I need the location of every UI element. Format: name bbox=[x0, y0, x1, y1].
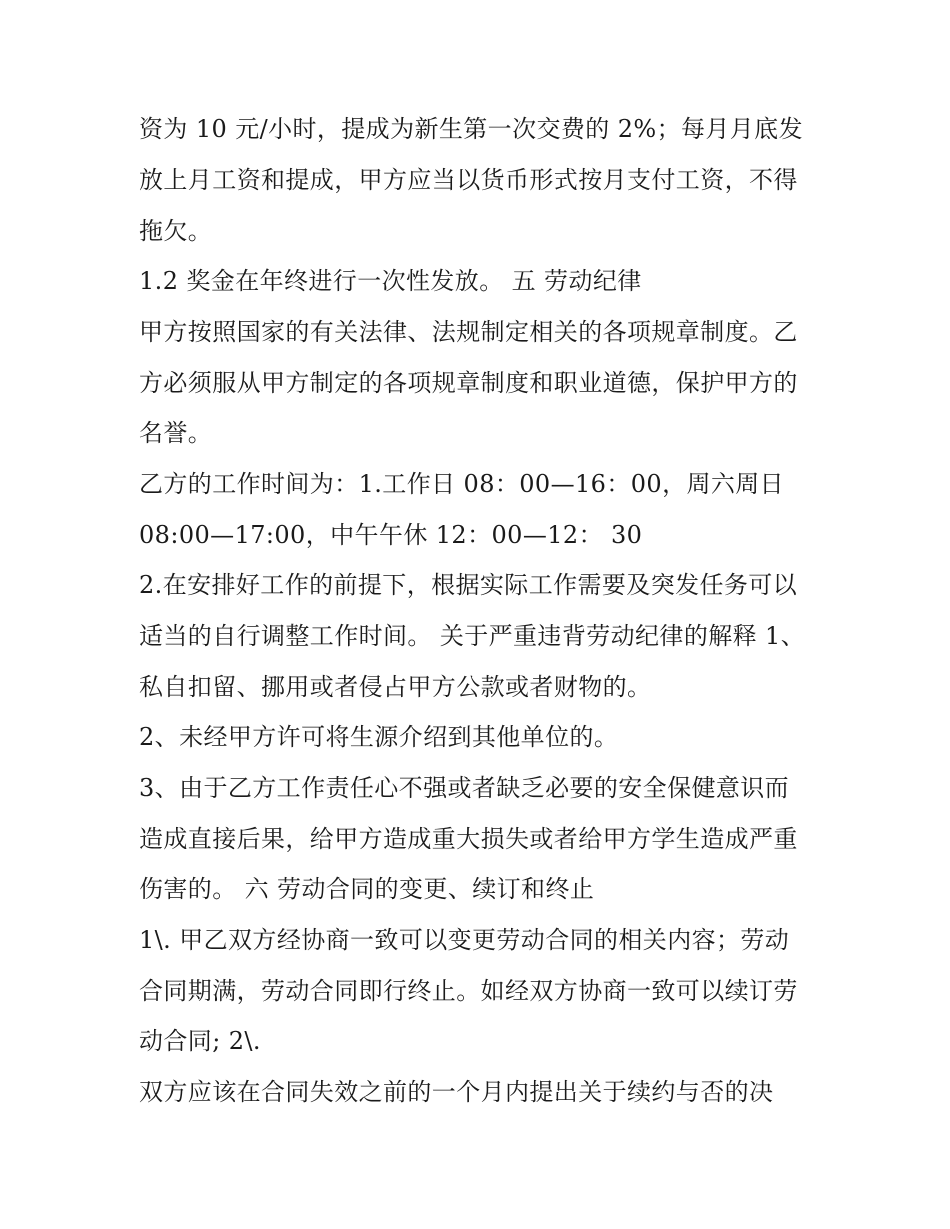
text-line: 08:00—17:00，中午午休 12：00—12： 30 bbox=[139, 521, 643, 549]
text-line: 动合同; 2\. bbox=[139, 1027, 261, 1055]
text-line: 3、由于乙方工作责任心不强或者缺乏必要的安全保健意识而 bbox=[139, 774, 790, 802]
text-line: 甲方按照国家的有关法律、法规制定相关的各项规章制度。乙 bbox=[139, 318, 798, 346]
text-line: 2.在安排好工作的前提下，根据实际工作需要及突发任务可以 bbox=[139, 571, 798, 599]
text-line: 合同期满，劳动合同即行终止。如经双方协商一致可以续订劳 bbox=[139, 977, 798, 1005]
text-line: 1.2 奖金在年终进行一次性发放。 五 劳动纪律 bbox=[139, 267, 642, 295]
text-line: 乙方的工作时间为：1.工作日 08：00—16：00，周六周日 bbox=[139, 470, 785, 498]
text-line: 2、未经甲方许可将生源介绍到其他单位的。 bbox=[139, 723, 619, 751]
text-line: 方必须服从甲方制定的各项规章制度和职业道德，保护甲方的 bbox=[139, 369, 798, 397]
text-line: 造成直接后果，给甲方造成重大损失或者给甲方学生造成严重 bbox=[139, 825, 798, 853]
text-line: 双方应该在合同失效之前的一个月内提出关于续约与否的决 bbox=[139, 1078, 774, 1106]
text-line: 私自扣留、挪用或者侵占甲方公款或者财物的。 bbox=[139, 673, 652, 701]
text-line: 拖欠。 bbox=[139, 217, 213, 245]
text-line: 适当的自行调整工作时间。 关于严重违背劳动纪律的解释 1、 bbox=[139, 622, 806, 650]
text-line: 资为 10 元/小时，提成为新生第一次交费的 2%；每月月底发 bbox=[139, 115, 803, 143]
text-line: 放上月工资和提成，甲方应当以货币形式按月支付工资，不得 bbox=[139, 166, 798, 194]
text-line: 名誉。 bbox=[139, 419, 213, 447]
text-line: 伤害的。 六 劳动合同的变更、续订和终止 bbox=[139, 875, 595, 903]
text-line: 1\. 甲乙双方经协商一致可以变更劳动合同的相关内容；劳动 bbox=[139, 926, 790, 954]
